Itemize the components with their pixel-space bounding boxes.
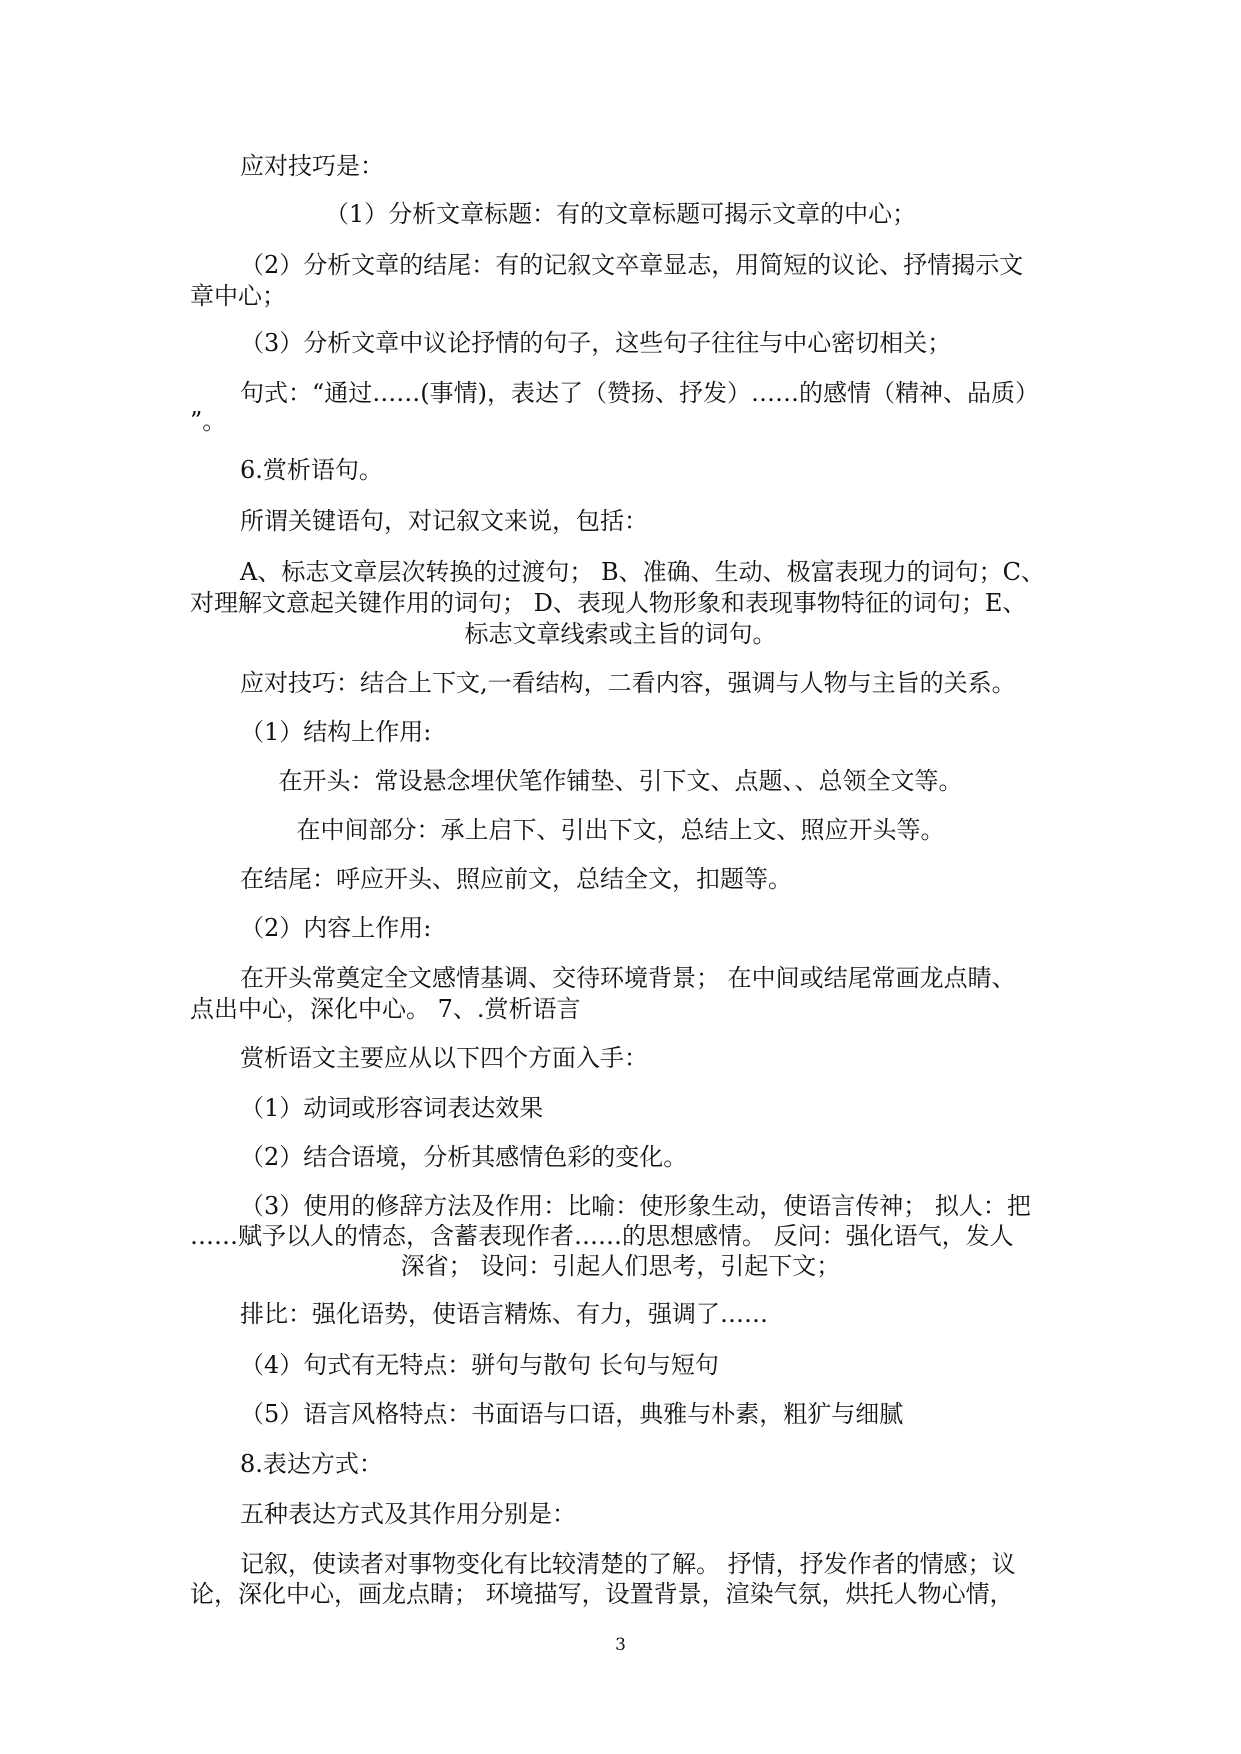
text-line: 赏析语文主要应从以下四个方面入手： bbox=[240, 1044, 648, 1072]
text-line: （3）分析文章中议论抒情的句子，这些句子往往与中心密切相关； bbox=[240, 329, 952, 357]
text-line: 在开头常奠定全文感情基调、交待环境背景； 在中间或结尾常画龙点睛、 bbox=[240, 964, 1016, 992]
text-line: （2）结合语境，分析其感情色彩的变化。 bbox=[240, 1143, 688, 1171]
text-line: 所谓关键语句，对记叙文来说，包括： bbox=[240, 507, 648, 535]
text-line: ……赋予以人的情态，含蓄表现作者……的思想感情。 反问：强化语气，发人 bbox=[190, 1222, 1014, 1250]
text-line: 在中间部分：承上启下、引出下文，总结上文、照应开头等。 bbox=[296, 816, 945, 844]
text-line: （5）语言风格特点：书面语与口语，典雅与朴素，粗犷与细腻 bbox=[240, 1400, 904, 1428]
text-line: 五种表达方式及其作用分别是： bbox=[240, 1500, 576, 1528]
text-line: 在结尾：呼应开头、照应前文，总结全文，扣题等。 bbox=[240, 865, 792, 893]
text-line: （2）内容上作用: bbox=[240, 914, 432, 942]
text-line: 点出中心，深化中心。 7、.赏析语言 bbox=[190, 995, 581, 1023]
text-line: 排比：强化语势，使语言精炼、有力，强调了…… bbox=[240, 1300, 768, 1328]
text-line: 论，深化中心，画龙点睛； 环境描写，设置背景，渲染气氛，烘托人物心情， bbox=[190, 1580, 1014, 1608]
text-line: 记叙，使读者对事物变化有比较清楚的了解。 抒情，抒发作者的情感；议 bbox=[240, 1550, 1016, 1578]
text-line: 标志文章线索或主旨的词句。 bbox=[464, 620, 777, 648]
text-line: ”。 bbox=[190, 407, 227, 435]
text-line: A、标志文章层次转换的过渡句； B、准确、生动、极富表现力的词句；C、 bbox=[240, 558, 1045, 586]
section-heading: 8.表达方式： bbox=[240, 1450, 383, 1478]
text-line: （1）动词或形容词表达效果 bbox=[240, 1094, 544, 1122]
text-line: 应对技巧：结合上下文,一看结构，二看内容，强调与人物与主旨的关系。 bbox=[240, 669, 1016, 697]
text-line: （4）句式有无特点：骈句与散句 长句与短句 bbox=[240, 1351, 719, 1379]
text-line: 章中心； bbox=[190, 282, 286, 310]
text-line: 应对技巧是： bbox=[240, 152, 384, 180]
text-line: （3）使用的修辞方法及作用：比喻：使形象生动，使语言传神； 拟人：把 bbox=[240, 1192, 1031, 1220]
text-line: 句式：“通过……(事情)，表达了（赞扬、抒发）……的感情（精神、品质） bbox=[240, 379, 1039, 407]
text-line: （1）分析文章标题：有的文章标题可揭示文章的中心； bbox=[324, 200, 917, 228]
text-line: （1）结构上作用: bbox=[240, 718, 432, 746]
text-line: （2）分析文章的结尾：有的记叙文卒章显志，用简短的议论、抒情揭示文 bbox=[240, 251, 1024, 279]
text-line: 在开头：常设悬念埋伏笔作铺垫、引下文、点题、、总领全文等。 bbox=[278, 767, 963, 795]
page-number: 3 bbox=[615, 1635, 626, 1655]
section-heading: 6.赏析语句。 bbox=[240, 456, 383, 484]
text-line: 对理解文意起关键作用的词句； D、表现人物形象和表现事物特征的词句；E、 bbox=[190, 589, 1027, 617]
text-line: 深省； 设问：引起人们思考，引起下文； bbox=[400, 1252, 841, 1280]
